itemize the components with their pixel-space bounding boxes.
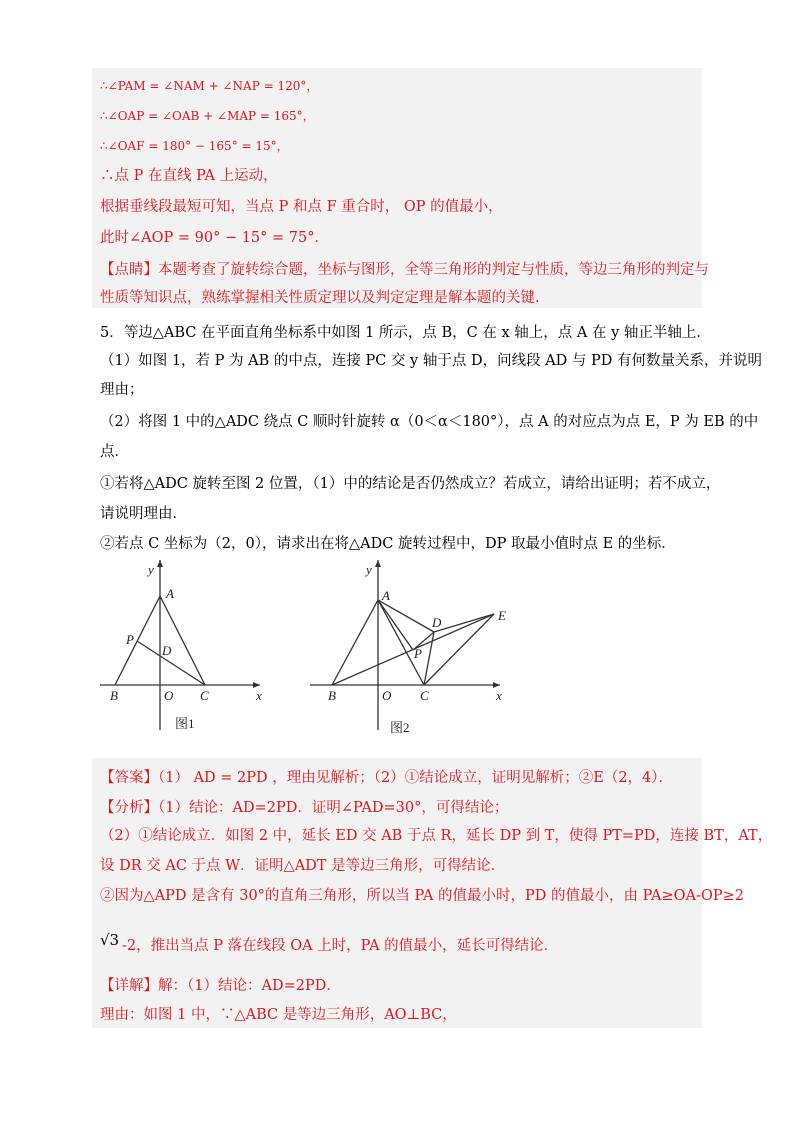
analysis-line: （2）①结论成立．如图 2 中，延长 ED 交 AB 于点 R，延长 DP 到 T，使得 PT=PD，连接 BT，AT，	[100, 828, 773, 844]
figure-2-caption: 图2	[390, 720, 410, 735]
question-part-2-i-cont: 请说明理由．	[100, 506, 187, 522]
comment-line: 【点睛】本题考查了旋转综合题，坐标与图形，全等三角形的判定与性质，等边三角形的判定与	[100, 262, 709, 278]
label-P: P	[414, 646, 422, 661]
figure-1-caption: 图1	[175, 716, 195, 731]
comment-line: 性质等知识点，熟练掌握相关性质定理以及判定定理是解本题的关键.	[100, 290, 540, 306]
analysis-line: -2，推出当点 P 落在线段 OA 上时，PA 的值最小，延长可得结论．	[122, 938, 559, 954]
label-O: O	[382, 688, 392, 703]
figure-1	[100, 560, 280, 740]
y-axis-arrow	[375, 560, 381, 567]
question-part-2: （2）将图 1 中的△ADC 绕点 C 顺时针旋转 α（0＜α＜180°），点 A 的对应点为点 E，P 为 EB 的中	[100, 414, 759, 430]
detail-line: 【详解】解：（1）结论：AD=2PD．	[100, 978, 341, 994]
label-x: x	[496, 688, 502, 703]
analysis-line: 【分析】（1）结论：AD=2PD．证明∠PAD=30°，可得结论；	[100, 800, 509, 816]
y-axis-arrow	[157, 560, 163, 567]
question-part-1-cont: 理由；	[100, 382, 144, 398]
answer-line: 【答案】（1） AD = 2PD ，理由见解析；（2）①结论成立，证明见解析；②E（2，4）．	[100, 770, 674, 786]
label-B: B	[328, 688, 336, 703]
label-y: y	[148, 562, 154, 577]
segment-AB	[115, 596, 160, 685]
label-E: E	[498, 608, 506, 623]
solution-line: 此时∠AOP = 90° − 15° = 75°．	[100, 230, 329, 246]
label-O: O	[164, 688, 174, 703]
question-part-2-ii: ②若点 C 坐标为（2，0），请求出在将△ADC 旋转过程中，DP 取最小值时点 E 的坐标．	[100, 536, 676, 552]
segment-AB	[332, 600, 378, 685]
label-x: x	[256, 688, 262, 703]
solution-line: ∴∠OAF = 180° − 165° = 15°，	[100, 139, 289, 153]
label-A: A	[382, 588, 390, 603]
figure-2	[310, 560, 520, 745]
analysis-line: 设 DR 交 AC 于点 W．证明△ADT 是等边三角形，可得结论．	[100, 858, 506, 874]
label-P: P	[126, 632, 134, 647]
label-A: A	[166, 586, 174, 601]
label-y: y	[366, 562, 372, 577]
question-part-1: （1）如图 1，若 P 为 AB 的中点，连接 PC 交 y 轴于点 D，问线段 AD 与 PD 有何数量关系，并说明	[100, 353, 763, 369]
detail-line: 理由：如图 1 中，∵△ABC 是等边三角形，AO⊥BC，	[100, 1007, 457, 1023]
segment-AC	[160, 596, 205, 685]
solution-line: ∴∠OAP = ∠OAB + ∠MAP = 165°，	[100, 109, 315, 123]
label-D: D	[162, 643, 172, 658]
segment-AP	[378, 600, 413, 650]
solution-line: ∴点 P 在直线 PA 上运动，	[100, 168, 278, 184]
label-B: B	[110, 688, 118, 703]
solution-line: 根据垂线段最短可知，当点 P 和点 F 重合时， OP 的值最小，	[100, 199, 503, 215]
question-part-2-i: ①若将△ADC 旋转至图 2 位置，（1）中的结论是否仍然成立？若成立，请给出证明；若不成立，	[100, 476, 721, 492]
label-C: C	[420, 688, 429, 703]
question-stem: 5．等边△ABC 在平面直角坐标系中如图 1 所示，点 B，C 在 x 轴上，点 A 在 y 轴正半轴上．	[100, 325, 711, 341]
label-C: C	[200, 688, 209, 703]
solution-line: ∴∠PAM = ∠NAM + ∠NAP = 120°，	[100, 79, 319, 93]
question-part-2-cont: 点．	[100, 444, 129, 460]
analysis-line: ②因为△APD 是含有 30°的直角三角形，所以当 PA 的值最小时，PD 的值最小，由 PA≥OA-OP≥2	[100, 888, 744, 904]
label-D: D	[432, 615, 442, 630]
sqrt-three: √3	[100, 931, 120, 949]
